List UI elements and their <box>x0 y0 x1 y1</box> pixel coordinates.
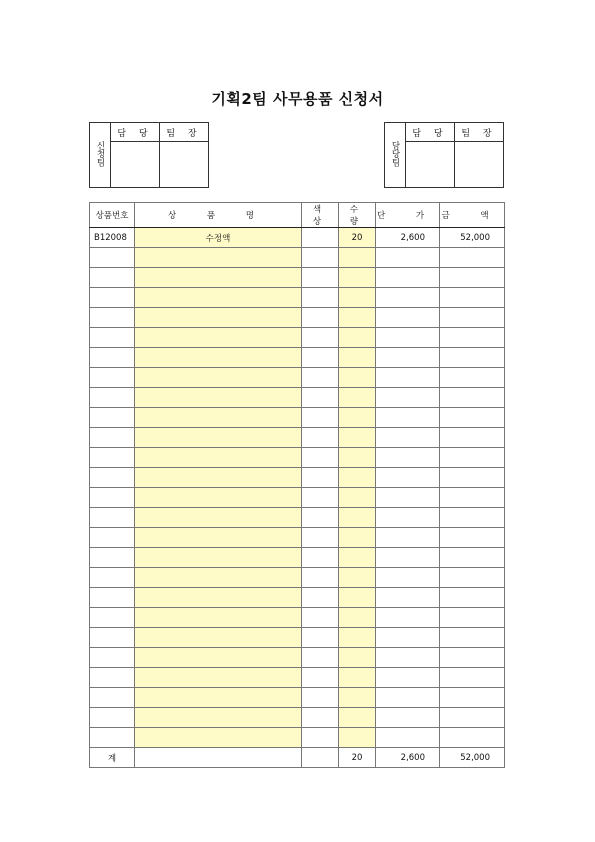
cell-name[interactable] <box>135 288 302 308</box>
cell-code[interactable] <box>90 688 135 708</box>
cell-code[interactable] <box>90 248 135 268</box>
cell-code[interactable] <box>90 448 135 468</box>
cell-qty[interactable] <box>339 508 376 528</box>
approval-header-staff: 담 당 <box>111 123 160 142</box>
cell-amount[interactable] <box>440 388 505 408</box>
cell-color[interactable] <box>302 388 339 408</box>
cell-code[interactable] <box>90 668 135 688</box>
cell-code[interactable] <box>90 588 135 608</box>
cell-unit-price[interactable] <box>376 268 440 288</box>
cell-color[interactable] <box>302 508 339 528</box>
table-row <box>90 508 505 528</box>
cell-amount[interactable] <box>440 448 505 468</box>
cell-amount[interactable] <box>440 608 505 628</box>
cell-qty[interactable] <box>339 588 376 608</box>
cell-unit-price[interactable] <box>376 548 440 568</box>
cell-amount[interactable] <box>440 488 505 508</box>
cell-qty[interactable] <box>339 448 376 468</box>
cell-code[interactable] <box>90 528 135 548</box>
approval-side-label: 신청팀 <box>90 123 111 188</box>
approval-signature-leader[interactable] <box>160 142 209 188</box>
table-header-row <box>90 203 505 228</box>
cell-unit-price[interactable] <box>376 428 440 448</box>
cell-name[interactable] <box>135 728 302 748</box>
cell-unit-price[interactable] <box>376 488 440 508</box>
col-header-name: 상 품 명 <box>135 203 302 228</box>
cell-color[interactable] <box>302 628 339 648</box>
cell-name[interactable] <box>135 268 302 288</box>
cell-code[interactable] <box>90 288 135 308</box>
cell-qty[interactable] <box>339 548 376 568</box>
cell-name[interactable] <box>135 568 302 588</box>
total-unit-price: 2,600 <box>376 748 440 768</box>
cell-amount[interactable] <box>440 588 505 608</box>
cell-unit-price[interactable] <box>376 588 440 608</box>
table-row <box>90 488 505 508</box>
cell-unit-price[interactable] <box>376 728 440 748</box>
cell-unit-price[interactable] <box>376 328 440 348</box>
cell-unit-price[interactable] <box>376 528 440 548</box>
approval-signature-staff[interactable] <box>406 142 455 188</box>
cell-amount[interactable] <box>440 728 505 748</box>
cell-code[interactable] <box>90 548 135 568</box>
cell-qty[interactable] <box>339 408 376 428</box>
cell-code[interactable] <box>90 608 135 628</box>
cell-code[interactable] <box>90 388 135 408</box>
col-header-qty: 수 량 <box>339 203 376 228</box>
cell-qty[interactable] <box>339 608 376 628</box>
table-row <box>90 548 505 568</box>
cell-code[interactable] <box>90 368 135 388</box>
table-row <box>90 428 505 448</box>
cell-color[interactable] <box>302 308 339 328</box>
cell-amount[interactable] <box>440 288 505 308</box>
table-row <box>90 608 505 628</box>
cell-amount[interactable] <box>440 628 505 648</box>
cell-amount[interactable] <box>440 508 505 528</box>
cell-color[interactable] <box>302 548 339 568</box>
approval-signature-leader[interactable] <box>455 142 504 188</box>
cell-color[interactable] <box>302 468 339 488</box>
cell-name[interactable] <box>135 248 302 268</box>
cell-color[interactable] <box>302 528 339 548</box>
cell-code[interactable] <box>90 308 135 328</box>
cell-color[interactable] <box>302 288 339 308</box>
table-row <box>90 668 505 688</box>
approval-header-leader: 팀 장 <box>455 123 504 142</box>
cell-amount[interactable] <box>440 428 505 448</box>
cell-amount[interactable] <box>440 368 505 388</box>
cell-unit-price[interactable] <box>376 388 440 408</box>
cell-qty[interactable] <box>339 528 376 548</box>
cell-qty[interactable] <box>339 268 376 288</box>
cell-color[interactable] <box>302 648 339 668</box>
cell-qty[interactable] <box>339 348 376 368</box>
table-row <box>90 468 505 488</box>
cell-code[interactable] <box>90 428 135 448</box>
cell-color[interactable] <box>302 568 339 588</box>
approval-header-leader: 팀 장 <box>160 123 209 142</box>
cell-name[interactable] <box>135 368 302 388</box>
cell-qty[interactable] <box>339 708 376 728</box>
cell-name[interactable] <box>135 608 302 628</box>
cell-amount[interactable] <box>440 688 505 708</box>
cell-unit-price[interactable]: 2,600 <box>376 228 440 248</box>
cell-name[interactable] <box>135 528 302 548</box>
cell-color[interactable] <box>302 408 339 428</box>
approval-signature-staff[interactable] <box>111 142 160 188</box>
cell-unit-price[interactable] <box>376 468 440 488</box>
cell-unit-price[interactable] <box>376 708 440 728</box>
cell-code[interactable] <box>90 328 135 348</box>
cell-name[interactable] <box>135 348 302 368</box>
cell-unit-price[interactable] <box>376 368 440 388</box>
cell-qty[interactable] <box>339 648 376 668</box>
cell-color[interactable] <box>302 428 339 448</box>
cell-qty[interactable] <box>339 368 376 388</box>
table-row <box>90 268 505 288</box>
cell-unit-price[interactable] <box>376 688 440 708</box>
cell-name[interactable] <box>135 328 302 348</box>
cell-color[interactable] <box>302 688 339 708</box>
cell-code[interactable] <box>90 508 135 528</box>
cell-name[interactable] <box>135 408 302 428</box>
cell-code[interactable] <box>90 708 135 728</box>
cell-name[interactable] <box>135 628 302 648</box>
cell-amount[interactable] <box>440 308 505 328</box>
table-row <box>90 528 505 548</box>
cell-name[interactable] <box>135 708 302 728</box>
table-row <box>90 448 505 468</box>
cell-color[interactable] <box>302 328 339 348</box>
cell-qty[interactable]: 20 <box>339 228 376 248</box>
table-row <box>90 328 505 348</box>
table-row <box>90 588 505 608</box>
cell-amount[interactable] <box>440 708 505 728</box>
cell-unit-price[interactable] <box>376 408 440 428</box>
cell-qty[interactable] <box>339 388 376 408</box>
cell-qty[interactable] <box>339 568 376 588</box>
cell-amount[interactable] <box>440 268 505 288</box>
page-title: 기획2팀 사무용품 신청서 <box>211 90 384 108</box>
cell-color[interactable] <box>302 228 339 248</box>
cell-unit-price[interactable] <box>376 448 440 468</box>
cell-code[interactable] <box>90 728 135 748</box>
cell-color[interactable] <box>302 728 339 748</box>
table-row <box>90 248 505 268</box>
cell-qty[interactable] <box>339 428 376 448</box>
approval-side-label: 담당팀 <box>385 123 406 188</box>
cell-name[interactable] <box>135 588 302 608</box>
cell-unit-price[interactable] <box>376 608 440 628</box>
cell-amount[interactable]: 52,000 <box>440 228 505 248</box>
cell-code[interactable] <box>90 268 135 288</box>
cell-qty[interactable] <box>339 328 376 348</box>
cell-amount[interactable] <box>440 568 505 588</box>
cell-qty[interactable] <box>339 728 376 748</box>
cell-color[interactable] <box>302 708 339 728</box>
cell-amount[interactable] <box>440 468 505 488</box>
cell-qty[interactable] <box>339 468 376 488</box>
cell-amount[interactable] <box>440 348 505 368</box>
total-color <box>302 748 339 768</box>
cell-name[interactable] <box>135 428 302 448</box>
cell-qty[interactable] <box>339 688 376 708</box>
cell-name[interactable] <box>135 468 302 488</box>
cell-amount[interactable] <box>440 248 505 268</box>
cell-code[interactable] <box>90 488 135 508</box>
cell-name[interactable] <box>135 308 302 328</box>
table-row <box>90 368 505 388</box>
table-row <box>90 308 505 328</box>
cell-unit-price[interactable] <box>376 248 440 268</box>
cell-unit-price[interactable] <box>376 568 440 588</box>
col-header-amount: 금 액 <box>440 203 505 228</box>
col-header-code: 상품번호 <box>90 203 135 228</box>
cell-color[interactable] <box>302 668 339 688</box>
cell-code[interactable]: B12008 <box>90 228 135 248</box>
cell-color[interactable] <box>302 608 339 628</box>
total-name <box>135 748 302 768</box>
cell-amount[interactable] <box>440 548 505 568</box>
approval-header-staff: 담 당 <box>406 123 455 142</box>
total-row <box>90 748 505 768</box>
cell-code[interactable] <box>90 348 135 368</box>
cell-amount[interactable] <box>440 528 505 548</box>
table-row <box>90 408 505 428</box>
cell-unit-price[interactable] <box>376 648 440 668</box>
cell-name[interactable]: 수정액 <box>135 228 302 248</box>
handler-approval-box <box>384 122 504 188</box>
cell-color[interactable] <box>302 448 339 468</box>
cell-code[interactable] <box>90 568 135 588</box>
cell-name[interactable] <box>135 508 302 528</box>
cell-unit-price[interactable] <box>376 308 440 328</box>
cell-qty[interactable] <box>339 628 376 648</box>
cell-unit-price[interactable] <box>376 508 440 528</box>
cell-color[interactable] <box>302 488 339 508</box>
supply-request-table <box>89 202 505 768</box>
cell-qty[interactable] <box>339 248 376 268</box>
table-row <box>90 388 505 408</box>
col-header-color: 색 상 <box>302 203 339 228</box>
cell-code[interactable] <box>90 628 135 648</box>
cell-amount[interactable] <box>440 668 505 688</box>
cell-qty[interactable] <box>339 488 376 508</box>
cell-name[interactable] <box>135 488 302 508</box>
cell-color[interactable] <box>302 248 339 268</box>
applicant-approval-box <box>89 122 209 188</box>
cell-unit-price[interactable] <box>376 628 440 648</box>
cell-color[interactable] <box>302 588 339 608</box>
table-row <box>90 648 505 668</box>
cell-name[interactable] <box>135 648 302 668</box>
cell-code[interactable] <box>90 648 135 668</box>
total-qty: 20 <box>339 748 376 768</box>
table-row <box>90 288 505 308</box>
cell-color[interactable] <box>302 268 339 288</box>
table-row <box>90 348 505 368</box>
col-header-unit-price: 단 가 <box>376 203 440 228</box>
cell-qty[interactable] <box>339 668 376 688</box>
cell-code[interactable] <box>90 408 135 428</box>
cell-name[interactable] <box>135 688 302 708</box>
total-amount: 52,000 <box>440 748 505 768</box>
cell-amount[interactable] <box>440 648 505 668</box>
cell-color[interactable] <box>302 368 339 388</box>
cell-name[interactable] <box>135 668 302 688</box>
total-label: 계 <box>90 748 135 768</box>
cell-amount[interactable] <box>440 408 505 428</box>
cell-amount[interactable] <box>440 328 505 348</box>
cell-name[interactable] <box>135 548 302 568</box>
cell-qty[interactable] <box>339 308 376 328</box>
cell-unit-price[interactable] <box>376 668 440 688</box>
table-row <box>90 728 505 748</box>
table-row <box>90 708 505 728</box>
cell-qty[interactable] <box>339 288 376 308</box>
cell-name[interactable] <box>135 388 302 408</box>
cell-unit-price[interactable] <box>376 288 440 308</box>
cell-code[interactable] <box>90 468 135 488</box>
table-row <box>90 568 505 588</box>
table-row <box>90 228 505 248</box>
table-row <box>90 688 505 708</box>
cell-unit-price[interactable] <box>376 348 440 368</box>
cell-name[interactable] <box>135 448 302 468</box>
table-row <box>90 628 505 648</box>
cell-color[interactable] <box>302 348 339 368</box>
